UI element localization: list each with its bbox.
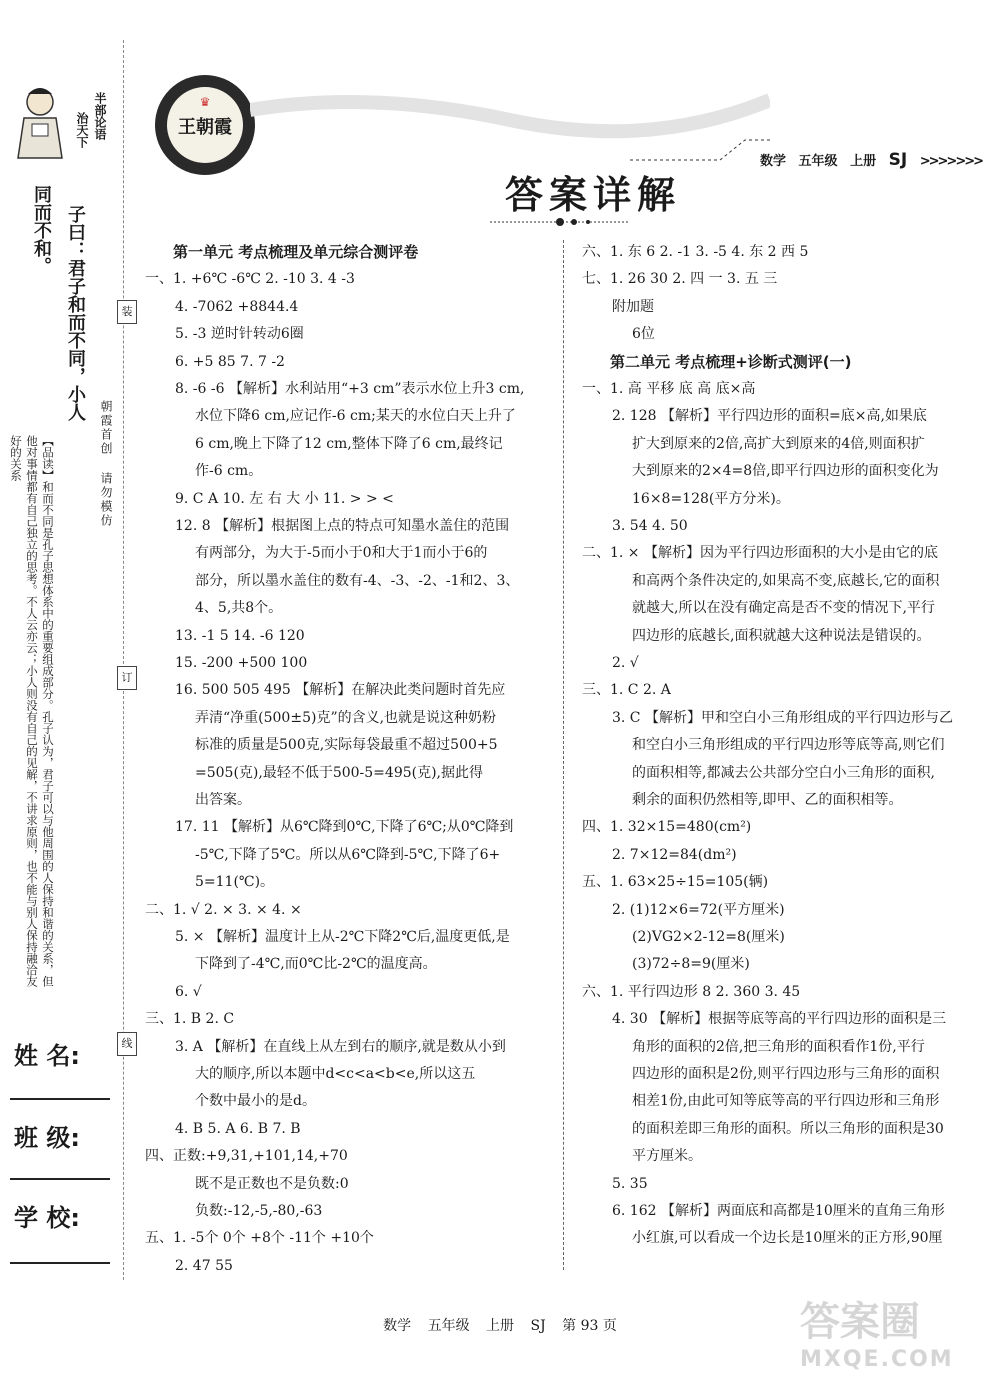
answer-line: 13. -1 5 14. -6 120 <box>175 627 305 644</box>
answer-line: 个数中最小的是d。 <box>195 1093 316 1110</box>
answer-line: 就越大,所以在没有确定高是否不变的情况下,平行 <box>632 600 935 617</box>
logo-crown-icon: ♛ <box>199 95 211 109</box>
meta-grade: 五年级 <box>798 154 838 169</box>
motto-top: 半部论语 <box>93 92 107 140</box>
answer-line: 负数:-12,-5,-80,-63 <box>195 1203 323 1219</box>
name-field-label: 姓 名: <box>14 1042 80 1070</box>
answer-line: 五、1. 63×25÷15=105(辆) <box>582 874 769 891</box>
footer-volume: 上册 <box>486 1318 515 1334</box>
answer-line: 四、正数:+9,31,+101,14,+70 <box>145 1148 348 1165</box>
section-heading: 第一单元 考点梳理及单元综合测评卷 <box>173 243 419 261</box>
header-meta <box>760 150 990 170</box>
meta-subject: 数学 <box>760 154 787 169</box>
left-margin-strip <box>0 0 140 1384</box>
meta-volume: 上册 <box>850 154 877 169</box>
answer-line: 相差1份,由此可知等底等高的平行四边形和三角形 <box>632 1093 940 1110</box>
answer-line: 2. √ <box>612 655 639 671</box>
quote-sub: 子曰：君子和而不同，小人 <box>65 205 86 421</box>
column-divider <box>563 240 564 1270</box>
footer-subject: 数学 <box>383 1318 412 1334</box>
answer-line: 平方厘米。 <box>632 1148 702 1165</box>
answer-line: 12. 8 【解析】根据图上点的特点可知墨水盖住的范围 <box>175 518 510 534</box>
answer-line: 和空白小三角形组成的平行四边形等底等高,则它们 <box>632 737 945 754</box>
class-field-label: 班 级: <box>14 1124 80 1152</box>
binding-mark-1: 装 <box>117 300 137 324</box>
publisher-logo <box>155 75 255 175</box>
answer-line: 一、1. 高 平移 底 高 底×高 <box>582 381 756 397</box>
watermark-bottom: MXQE.COM <box>800 1347 954 1372</box>
answer-line: 6. +5 85 7. 7 -2 <box>175 353 285 370</box>
answer-line: 四边形的面积是2份,则平行四边形与三角形的面积 <box>632 1066 940 1082</box>
answer-line: 有两部分，为大于-5而小于0和大于1而小于6的 <box>195 545 488 562</box>
binding-line <box>123 40 125 1280</box>
answer-line: (2)VG2×2-12=8(厘米) <box>632 929 785 945</box>
pindu-box <box>8 435 88 995</box>
answer-line: 的面积差即三角形的面积。所以三角形的面积是30 <box>632 1120 944 1137</box>
answer-line: 2. 47 55 <box>175 1257 233 1274</box>
answer-line: 3. 54 4. 50 <box>612 518 688 534</box>
answer-line: 2. 7×12=84(dm²) <box>612 846 737 863</box>
answer-line: 弄清“净重(500±5)克”的含义,也就是说这种奶粉 <box>195 709 497 726</box>
answer-line: (3)72÷8=9(厘米) <box>632 956 750 973</box>
binding-mark-2: 订 <box>117 666 137 690</box>
answer-line: 出答案。 <box>195 792 251 808</box>
quote-main: 同而不和。 <box>31 185 52 275</box>
answer-line: 七、1. 26 30 2. 四 一 3. 五 三 <box>582 271 778 288</box>
answer-line: 3. C 【解析】甲和空白小三角形组成的平行四边形与乙 <box>612 709 953 726</box>
pindu-text: 【品读】和而不同是孔子思想体系中的重要组成部分。孔子认为，君子可以与他周围的人保持和谐的关系，但他对事情都有自己独立的思考。不人云亦云；小人则没有自己的见解，不讲求原则，也不能与别人保持融洽友好的关系 <box>9 435 55 987</box>
answer-line: 一、1. +6℃ -6℃ 2. -10 3. 4 -3 <box>145 271 355 288</box>
answer-line: =505(克),最轻不低于500-5=495(克),据此得 <box>195 764 484 781</box>
answer-line: 部分，所以墨水盖住的数有-4、-3、-2、-1和2、3、 <box>195 572 520 589</box>
answer-line: 4. B 5. A 6. B 7. B <box>175 1120 301 1137</box>
answer-line: 6. 162 【解析】两面底和高都是10厘米的直角三角形 <box>612 1203 945 1219</box>
answer-line: 六、1. 平行四边形 8 2. 360 3. 45 <box>582 983 801 1000</box>
watermark-top: 答案圈 <box>800 1299 920 1345</box>
answer-line: 四边形的底越长,面积就越大这种说法是错误的。 <box>632 627 931 644</box>
name-field-line[interactable] <box>10 1098 110 1100</box>
answer-line: 扩大到原来的2倍,高扩大到原来的4倍,则面积扩 <box>632 435 925 452</box>
answer-line: 4. -7062 +8844.4 <box>175 298 299 315</box>
answer-line: 的面积相等,都减去公共部分空白小三角形的面积, <box>632 764 935 781</box>
logo-text: 王朝霞 <box>178 117 232 138</box>
page-title: 答案详解 <box>505 173 682 217</box>
answer-line: 角形的面积的2倍,把三角形的面积看作1份,平行 <box>632 1038 925 1055</box>
answer-line: 剩余的面积仍然相等,即甲、乙的面积相等。 <box>632 792 903 808</box>
school-field-label: 学 校: <box>14 1204 80 1232</box>
answer-line: 附加题 <box>612 298 654 315</box>
footer-edition: SJ <box>530 1318 546 1334</box>
chevrons-icon: >>>>>>> <box>919 154 982 169</box>
school-field-line[interactable] <box>10 1262 110 1264</box>
watermark <box>800 1290 990 1376</box>
answer-line: 水位下降6 cm,应记作-6 cm;某天的水位白天上升了 <box>195 408 516 425</box>
answer-line: 二、1. √ 2. × 3. × 4. × <box>145 901 302 918</box>
motto-mid: 治天下 <box>75 112 89 148</box>
answer-line: 17. 11 【解析】从6℃降到0℃,下降了6℃;从0℃降到 <box>175 819 514 836</box>
answer-line: 8. -6 -6 【解析】水利站用“+3 cm”表示水位上升3 cm, <box>175 381 525 397</box>
answer-line: 6 cm,晚上下降了12 cm,整体下降了6 cm,最终记 <box>195 435 503 452</box>
answer-line: 5. 35 <box>612 1175 648 1192</box>
answer-line: 大的顺序,所以本题中d<c<a<b<e,所以这五 <box>195 1066 476 1082</box>
page-number: 第 93 页 <box>562 1318 617 1334</box>
answer-line: 16×8=128(平方分米)。 <box>632 490 790 507</box>
header-decoration <box>250 80 770 170</box>
answer-line: 2. 128 【解析】平行四边形的面积=底×高,如果底 <box>612 408 927 425</box>
logo-inner <box>167 87 243 163</box>
answer-line: 二、1. × 【解析】因为平行四边形面积的大小是由它的底 <box>582 545 938 562</box>
answer-line: -5℃,下降了5℃。所以从6℃降到-5℃,下降了6+ <box>195 846 501 863</box>
answer-line: 四、1. 32×15=480(cm²) <box>582 819 752 836</box>
answer-line: 16. 500 505 495 【解析】在解决此类问题时首先应 <box>175 682 506 699</box>
answer-line: 小红旗,可以看成一个边长是10厘米的正方形,90厘 <box>632 1230 943 1247</box>
answer-line: 既不是正数也不是负数:0 <box>195 1175 349 1192</box>
answer-line: 4. 30 【解析】根据等底等高的平行四边形的面积是三 <box>612 1011 947 1028</box>
answer-line: 9. C A 10. 左 右 大 小 11. > > < <box>175 490 394 507</box>
class-field-line[interactable] <box>10 1178 110 1180</box>
answer-line: 3. A 【解析】在直线上从左到右的顺序,就是数从小到 <box>175 1038 506 1055</box>
answer-line: 大到原来的2×4=8倍,即平行四边形的面积变化为 <box>632 463 939 480</box>
binding-mark-3: 线 <box>117 1032 137 1056</box>
answer-line: 作-6 cm。 <box>195 463 263 480</box>
answer-line: 六、1. 东 6 2. -1 3. -5 4. 东 2 西 5 <box>582 244 809 260</box>
answer-line: 5. × 【解析】温度计上从-2℃下降2℃后,温度更低,是 <box>175 929 510 945</box>
answer-line: 5=11(℃)。 <box>195 874 275 891</box>
title-underline <box>490 212 630 222</box>
section-heading: 第二单元 考点梳理+诊断式测评(一) <box>610 352 852 371</box>
answer-line: 15. -200 +500 100 <box>175 655 308 671</box>
answer-line: 下降到了-4℃,而0℃比-2℃的温度高。 <box>195 956 437 973</box>
answer-line: 三、1. B 2. C <box>145 1011 235 1028</box>
answer-line: 5. -3 逆时针转动6圈 <box>175 326 304 343</box>
answer-line: 4、5,共8个。 <box>195 600 283 617</box>
answer-line: 三、1. C 2. A <box>582 682 671 699</box>
answer-line: 6. √ <box>175 983 202 1000</box>
side-note: 朝霞首创 请勿模仿 <box>99 400 113 528</box>
answer-line: 6位 <box>632 326 655 343</box>
answer-line: 标准的质量是500克,实际每袋最重不超过500+5 <box>195 737 498 754</box>
answer-line: 2. (1)12×6=72(平方厘米) <box>612 901 785 918</box>
answer-line: 和高两个条件决定的,如果高不变,底越长,它的面积 <box>632 572 940 589</box>
answer-line: 五、1. -5个 0个 +8个 -11个 +10个 <box>145 1230 374 1247</box>
meta-edition: SJ <box>888 150 908 170</box>
footer-grade: 五年级 <box>427 1318 470 1334</box>
scholar-illustration <box>10 82 70 162</box>
